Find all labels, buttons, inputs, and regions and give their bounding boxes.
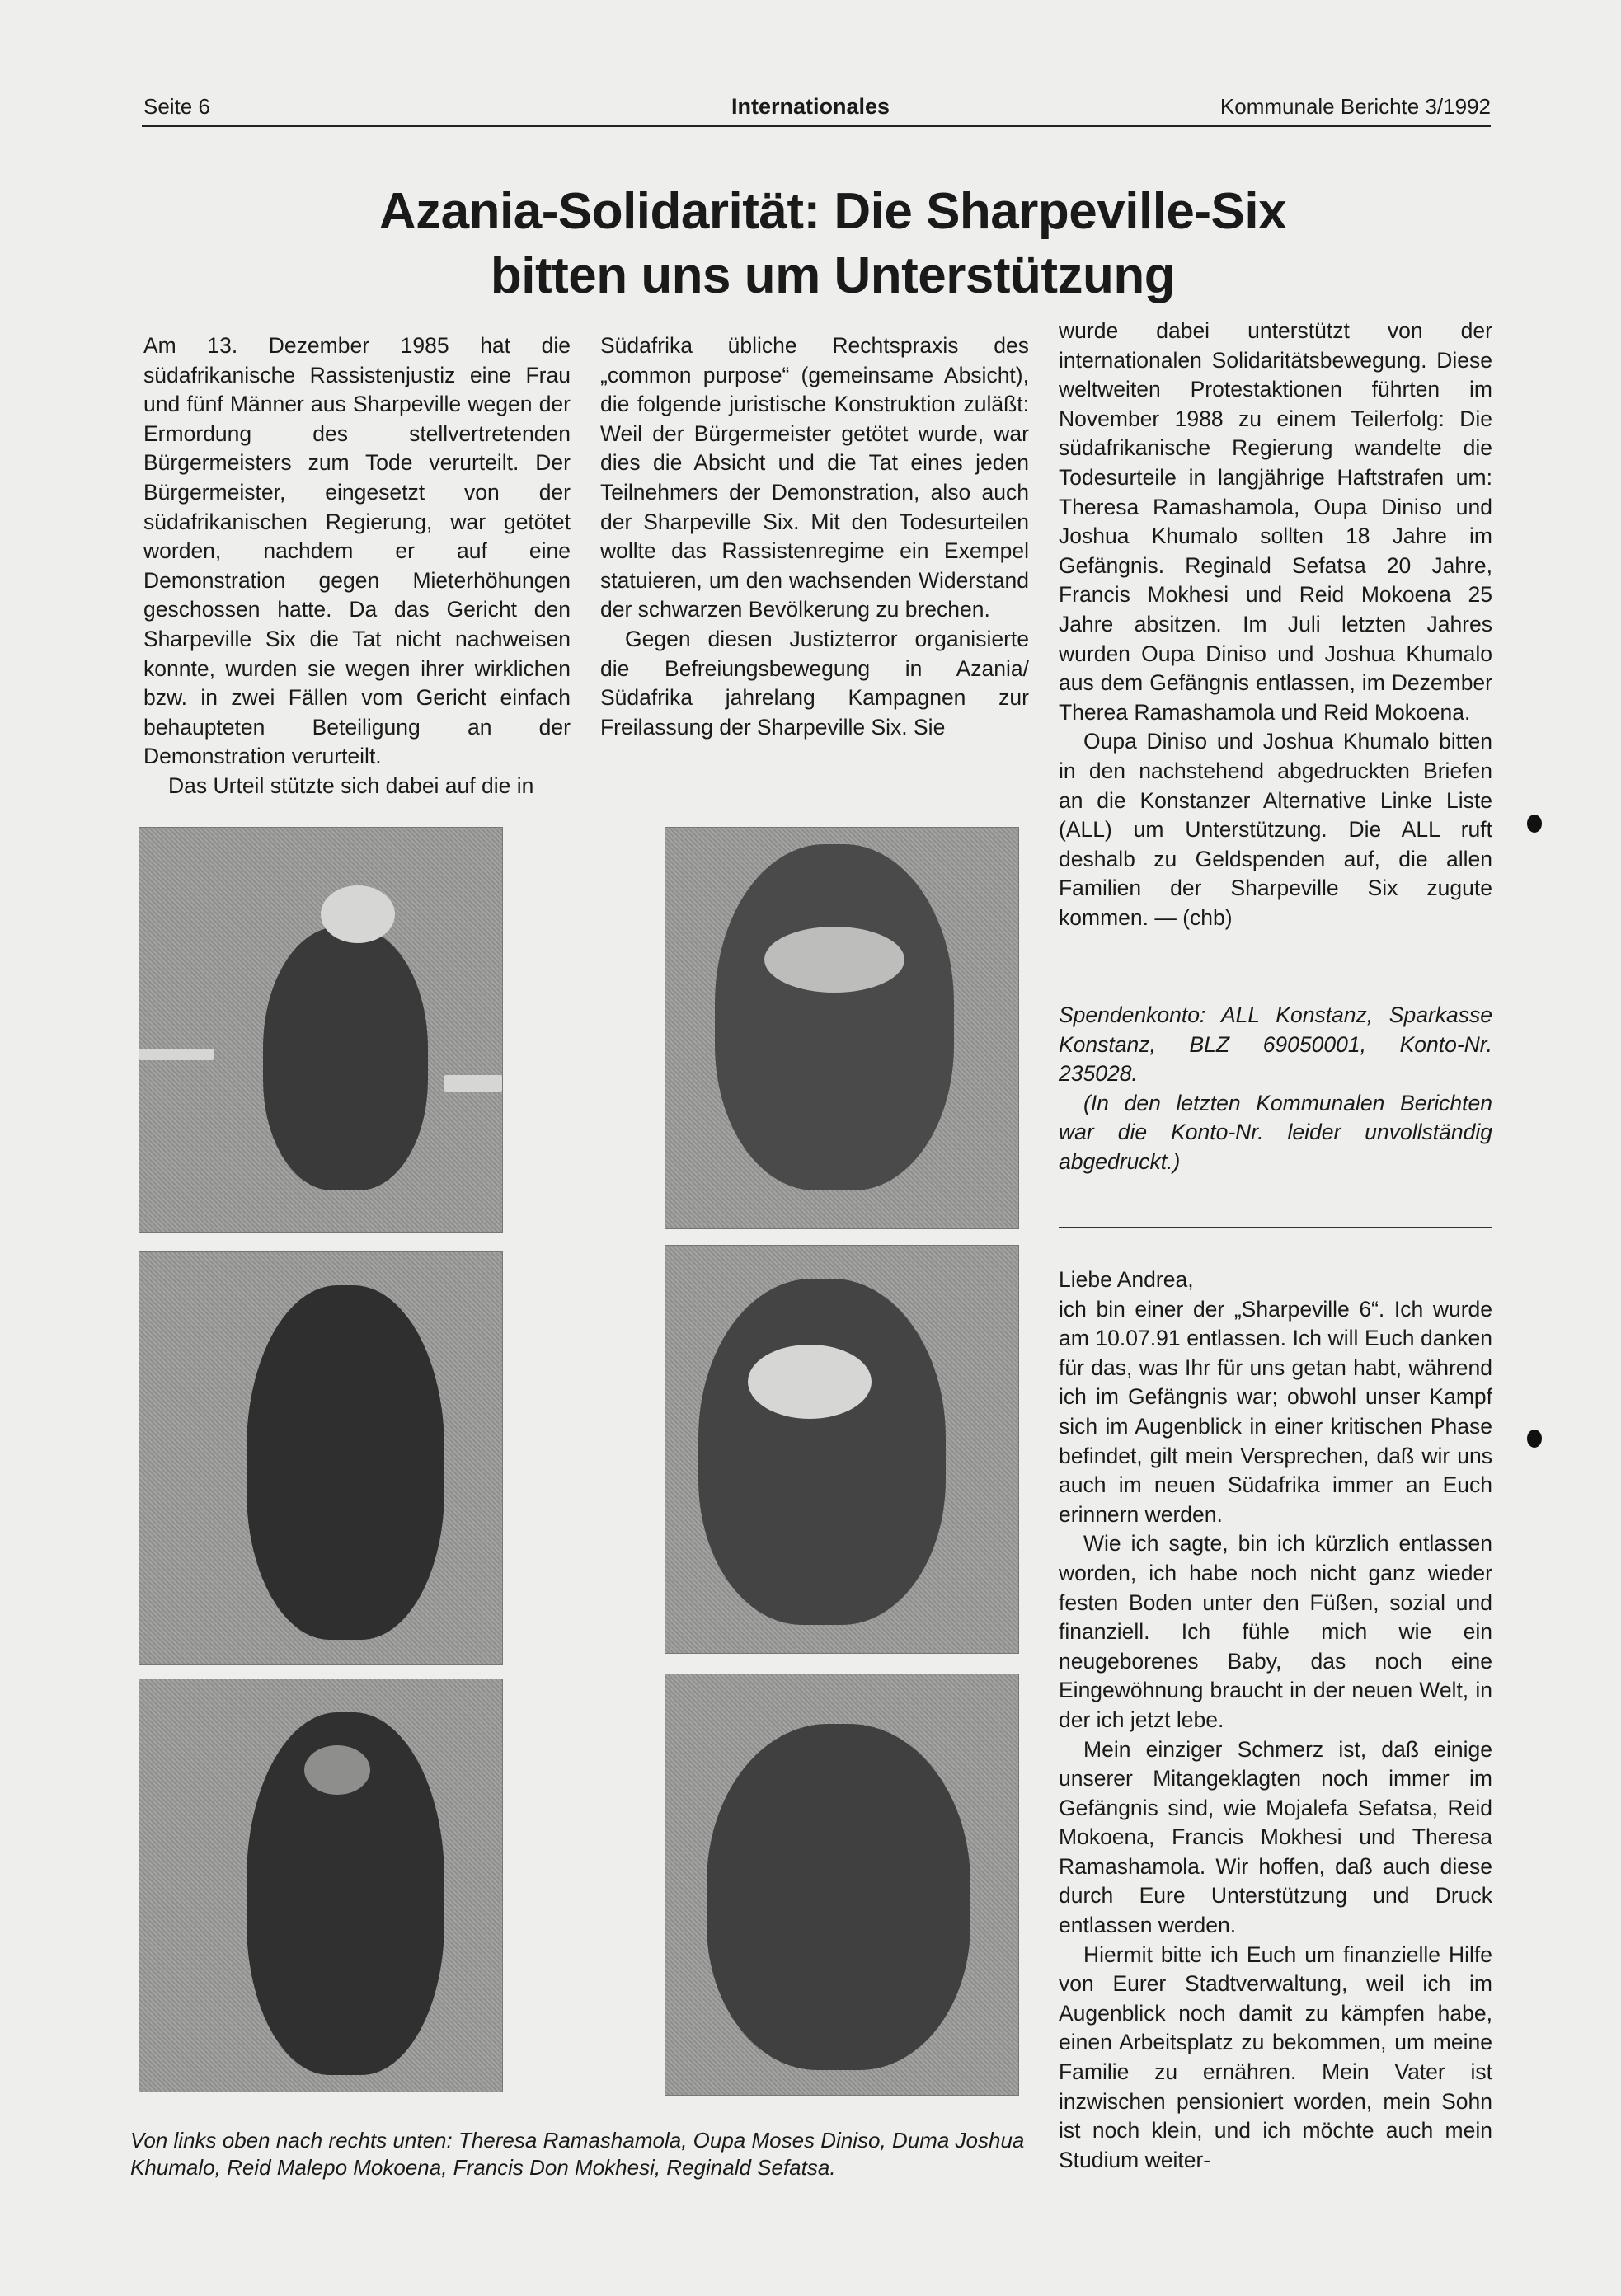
headline-line-2: bitten uns um Unterstützung — [490, 247, 1176, 304]
page-number: Seite 6 — [143, 94, 210, 119]
section-divider — [1059, 1227, 1492, 1228]
article-headline — [181, 180, 1484, 308]
headline-line-1: Azania-Solidarität: Die Sharpeville-Six — [378, 183, 1287, 240]
letter — [1059, 1265, 1492, 2175]
article-paragraph: Oupa Diniso und Joshua Khumalo bitten in den nachstehend abgedruckten Briefen an die Konstanzer Alternative Linke Liste (ALL) um Unterstützung. Die ALL ruft deshalb zu Geldspenden auf, die allen Familien der Sharpeville Six zugute kommen. — (chb) — [1059, 729, 1492, 930]
portrait-photo-2 — [665, 827, 1019, 1229]
article-paragraph: Das Urteil stützte sich dabei auf die in — [168, 772, 534, 798]
publication-issue: Kommunale Berichte 3/1992 — [1219, 94, 1491, 119]
article-column-1 — [143, 331, 571, 801]
letter-paragraph: ich bin einer der „Sharpeville 6“. Ich wurde am 10.07.91 entlassen. Ich will Euch danken für das, was Ihr für uns getan habt, während ich im Gefängnis war; obwohl unser Kampf sich im Augenblick in einer kritischen Phase befindet, gilt mein Versprechen, daß wir uns auch im neuen Südafrika immer an Euch erinnern werden. — [1059, 1296, 1492, 1527]
letter-paragraph: Mein einziger Schmerz ist, daß einige unserer Mitangeklagten noch immer im Gefängnis sind, wie Mojalefa Sefatsa, Reid Mokoena, Francis Mokhesi und Theresa Ramashamola. Wir hoffen, daß auch diese durch Eure Unterstützung und Druck entlassen werden. — [1059, 1736, 1492, 1938]
punch-hole-mark — [1527, 1430, 1542, 1448]
letter-salutation: Liebe Andrea, — [1059, 1267, 1194, 1292]
portrait-photo-6 — [665, 1674, 1019, 2096]
article-paragraph: Südafrika übliche Rechtspraxis des „common purpose“ (gemeinsame Absicht), die folgende juristische Konstruktion zuläßt: Weil der Bürgermeister getötet wurde, war dies die Absicht und die Tat eines jeden Teilnehmers der Demonstration, also auch der Sharpeville Six. Mit den Todesurteilen wollte das Rassistenregime ein Exempel statuieren, um den wachsenden Widerstand der schwarzen Bevölkerung zu brechen. — [600, 333, 1029, 622]
donation-account: Spendenkonto: ALL Konstanz, Sparkasse Konstanz, BLZ 69050001, Konto-Nr. 235028. — [1059, 1002, 1492, 1087]
portrait-photo-5 — [139, 1679, 503, 2092]
portrait-photo-1 — [139, 827, 503, 1233]
letter-paragraph: Hiermit bitte ich Euch um finanzielle Hilfe von Eurer Stadtverwaltung, weil ich im Augenblick noch damit zu kämpfen habe, einen Arbeitsplatz zu bekommen, um meine Familie zu ernähren. Mein Vater ist inzwischen pensioniert worden, mein Sohn ist noch klein, und ich möchte auch mein Studium weiter- — [1059, 1942, 1492, 2172]
portrait-photo-3 — [139, 1251, 503, 1665]
letter-paragraph: Wie ich sagte, bin ich kürzlich entlassen worden, ich habe noch nicht ganz wieder festen Boden unter den Füßen, sozial und finanziell. Ich fühle mich wie ein neugeborenes Baby, das noch eine Eingewöhnung braucht in der neuen Welt, in der ich jetzt lebe. — [1059, 1531, 1492, 1732]
article-paragraph: wurde dabei unterstützt von der internationalen Solidaritätsbewegung. Diese weltweiten Protestaktionen führten im November 1988 zu einem Teilerfolg: Die südafrikanische Regierung wandelte die Todesurteile in langjährige Haftstrafen um: Theresa Ramashamola, Oupa Diniso und Joshua Khumalo sollten 18 Jahre im Gefängnis. Reginald Sefatsa 20 Jahre, Francis Mokhesi und Reid Mokoena 25 Jahre absitzen. Im Juli letzten Jahres wurden Oupa Diniso und Joshua Khumalo aus dem Gefängnis entlassen, im Dezember Therea Ramashamola und Reid Mokoena. — [1059, 318, 1492, 725]
article-paragraph: Am 13. Dezember 1985 hat die südafrikanische Rassistenjustiz eine Frau und fünf Männer aus Sharpeville wegen der Ermordung des stellvertretenden Bürgermeisters zum Tode verurteilt. Der Bürgermeister, eingesetzt von der südafrikanischen Regierung, war getötet worden, nachdem er auf eine Demonstration gegen Mieterhöhungen geschossen hatte. Da das Gericht den Sharpeville Six die Tat nicht nachweisen konnte, wurden sie wegen ihrer wirklichen bzw. in zwei Fällen vom Gericht einfach behaupteten Beteiligung an der Demonstration verurteilt. — [143, 333, 571, 769]
header-rule — [142, 125, 1491, 127]
section-title: Internationales — [731, 94, 890, 119]
article-paragraph: Gegen diesen Justizterror organisierte die Befreiungsbewegung in Azania/ Südafrika jahrelang Kampagnen zur Freilassung der Sharpeville Six. Sie — [600, 626, 1029, 740]
photo-caption: Von links oben nach rechts unten: Theresa Ramashamola, Oupa Moses Diniso, Duma Joshua Khumalo, Reid Malepo Mokoena, Francis Don Mokhesi, Reginald Sefatsa. — [130, 2128, 1025, 2180]
donation-note: (In den letzten Kommunalen Berichten war die Konto-Nr. leider unvollständig abgedruckt.) — [1059, 1090, 1492, 1174]
article-column-2 — [600, 331, 1029, 742]
punch-hole-mark — [1527, 815, 1542, 833]
donation-box — [1059, 1001, 1492, 1177]
portrait-photo-4 — [665, 1245, 1019, 1654]
article-column-3 — [1059, 317, 1492, 932]
